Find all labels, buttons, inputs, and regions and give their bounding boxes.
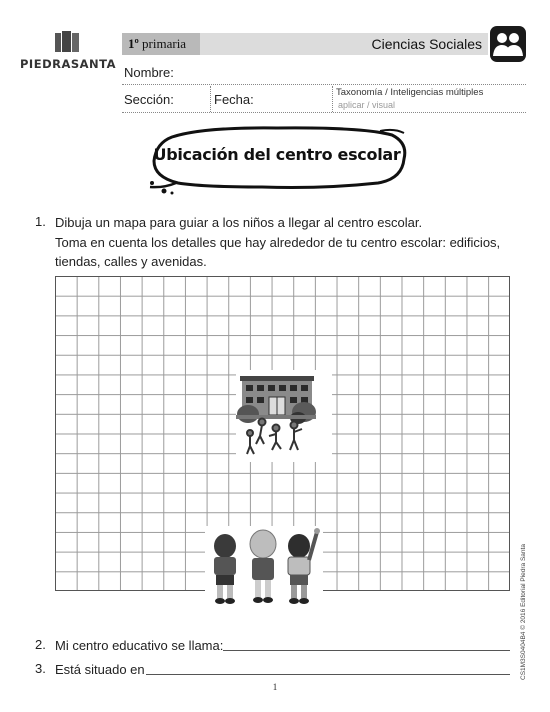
book-icon (54, 30, 80, 54)
question-2-number: 2. (35, 637, 46, 652)
taxonomy-label: Taxonomía / Inteligencias múltiples (336, 87, 484, 98)
section-date-field[interactable] (122, 112, 526, 113)
taxonomy-values: aplicar / visual (338, 100, 396, 110)
separator (332, 86, 333, 112)
question-3-answer-line[interactable] (146, 674, 510, 675)
publisher-logo (20, 30, 115, 75)
name-field[interactable] (122, 84, 526, 85)
separator (210, 86, 211, 112)
section-label: Sección: (124, 92, 174, 107)
subject-title: Ciencias Sociales (371, 36, 482, 52)
question-3-text: Está situado en (55, 662, 145, 677)
question-2-answer-line[interactable] (223, 650, 510, 651)
name-label: Nombre: (124, 65, 174, 80)
grade-label: 1º primaria (122, 33, 200, 55)
question-3-number: 3. (35, 661, 46, 676)
page-number: 1 (272, 682, 278, 692)
question-1-detail: Toma en cuenta los detalles que hay alrededor de tu centro escolar: edificios, tiendas, calles y avenidas. (55, 235, 501, 269)
publisher-name: PIEDRASANTA (20, 57, 117, 71)
worksheet-title: Ubicación del centro escolar (153, 145, 401, 164)
copyright-note: CS1M3S0404B4 © 2016 Editorial Piedra Santa (520, 544, 527, 680)
question-1-text: Dibuja un mapa para guiar a los niños a llegar al centro escolar. (55, 215, 423, 230)
question-2-text: Mi centro educativo se llama: (55, 638, 224, 653)
school-illustration (236, 370, 332, 462)
question-1-number: 1. (35, 214, 46, 229)
people-icon (490, 26, 526, 62)
date-label: Fecha: (214, 92, 254, 107)
children-illustration (205, 526, 323, 606)
